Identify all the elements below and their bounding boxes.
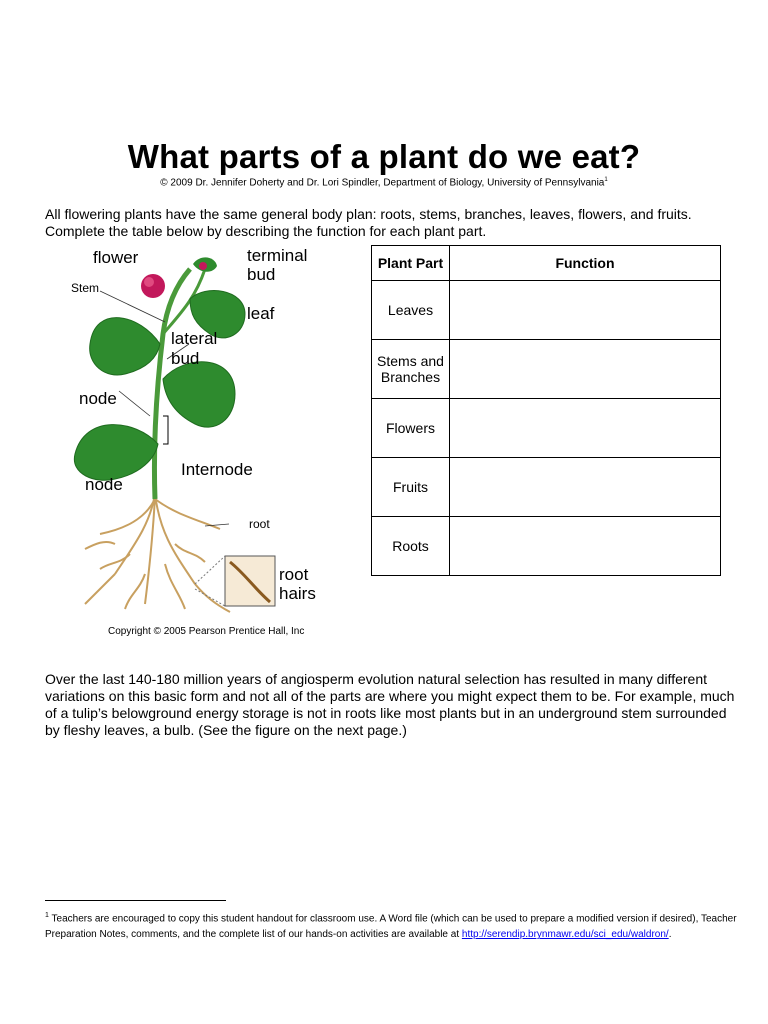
- footnote-divider: [45, 900, 226, 901]
- evolution-paragraph: Over the last 140-180 million years of angiosperm evolution natural selection has resulted in many different variations on this basic form and not all of the parts are where you might expect them to be. For example, much of a tulip’s belowground energy storage is not in roots like most plants but in an underground stem surrounded by fleshy leaves, a bulb. (See the figure on the next page.): [45, 671, 735, 738]
- function-cell[interactable]: [450, 281, 721, 340]
- header-function: Function: [450, 246, 721, 281]
- part-cell: Flowers: [372, 399, 450, 458]
- leaf-lower-left: [74, 425, 158, 481]
- label-terminal-bud: bud: [247, 265, 276, 284]
- footnote-mark: 1: [45, 912, 49, 919]
- leaf-upper-left: [90, 318, 160, 375]
- label-internode: Internode: [181, 460, 253, 479]
- credit-footnote-mark: 1: [604, 177, 608, 183]
- footnote: [45, 908, 745, 943]
- label-leaf: leaf: [247, 304, 275, 323]
- label-lateral: lateral: [171, 329, 218, 348]
- table-header-row: [372, 246, 721, 281]
- footnote-end: .: [668, 929, 672, 941]
- label-node-bottom: node: [85, 475, 123, 494]
- label-root: root: [249, 517, 270, 531]
- waldron-link[interactable]: http://serendip.brynmawr.edu/sci_edu/waldron/: [461, 929, 669, 941]
- internode-bracket: [163, 416, 168, 444]
- label-flower: flower: [93, 248, 139, 267]
- credit-line: [0, 177, 768, 188]
- label-node-top: node: [79, 389, 117, 408]
- flower-icon: [141, 274, 165, 298]
- page-title: What parts of a plant do we eat?: [127, 138, 641, 175]
- intro-paragraph: All flowering plants have the same general body plan: roots, stems, branches, leaves, flowers, and fruits. Complete the table below by describing the function for each plant part.: [45, 206, 692, 239]
- terminal-bud-icon: [199, 262, 207, 270]
- leaf-middle-right: [163, 362, 235, 427]
- credit-text: © 2009 Dr. Jennifer Doherty and Dr. Lori Spindler, Department of Biology, University of Pennsylvania: [160, 177, 605, 189]
- table-row: [372, 458, 721, 517]
- table-row: [372, 399, 721, 458]
- table-row: [372, 281, 721, 340]
- footnote-text: Teachers are encouraged to copy this student handout for classroom use. A Word file (which can be used to prepare a modified version if desired), Teacher Preparation Notes, comments, and the complete list of our hands-on activities are available at: [45, 913, 737, 941]
- figure-copyright: Copyright © 2005 Pearson Prentice Hall, Inc: [108, 626, 305, 637]
- part-cell: Roots: [372, 517, 450, 576]
- function-cell[interactable]: [450, 340, 721, 399]
- table-row: [372, 340, 721, 399]
- root-system: [85, 494, 230, 612]
- plant-illustration: [45, 244, 345, 642]
- header-plant-part: Plant Part: [372, 246, 450, 281]
- label-lateral-bud: bud: [171, 349, 200, 368]
- label-root-hairs-2: hairs: [279, 584, 316, 603]
- plant-diagram: [45, 244, 345, 642]
- function-cell[interactable]: [450, 399, 721, 458]
- part-cell: Leaves: [372, 281, 450, 340]
- label-stem: Stem: [71, 281, 100, 295]
- plant-parts-table: [371, 245, 721, 576]
- label-terminal: terminal: [247, 246, 308, 265]
- function-cell[interactable]: [450, 517, 721, 576]
- function-cell[interactable]: [450, 458, 721, 517]
- label-root-hairs-1: root: [279, 565, 309, 584]
- table-row: [372, 517, 721, 576]
- part-cell: Fruits: [372, 458, 450, 517]
- part-cell: Stems and Branches: [372, 340, 450, 399]
